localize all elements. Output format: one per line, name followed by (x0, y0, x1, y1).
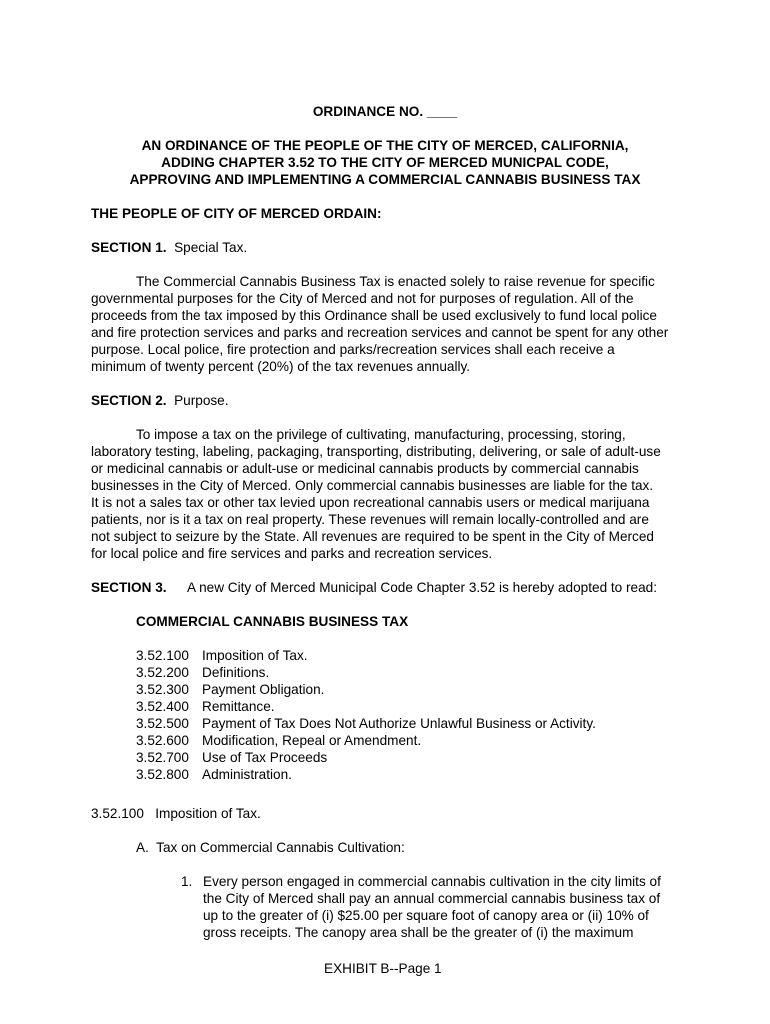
toc-entry (136, 664, 596, 681)
toc-title: Payment of Tax Does Not Authorize Unlawful Business or Activity. (202, 716, 596, 731)
toc-number: 3.52.100 (136, 648, 189, 663)
ordinance-number: ORDINANCE NO. ____ (312, 104, 458, 119)
section-3-text: A new City of Merced Municipal Code Chapter 3.52 is hereby adopted to read: (187, 580, 658, 595)
toc-entry (136, 715, 596, 732)
section-2-paragraph (91, 426, 691, 562)
toc-entry (136, 766, 596, 783)
section-2-line: It is not a sales tax or other tax levied upon recreational cannabis users or medical marijuana (91, 495, 650, 510)
section-1-paragraph (91, 273, 691, 375)
toc-entry (136, 681, 596, 698)
item-a: A. Tax on Commercial Cannabis Cultivation: (136, 840, 405, 855)
toc-entry (136, 749, 596, 766)
item-1-line: up to the greater of (i) $25.00 per square foot of canopy area or (ii) 10% of (203, 908, 649, 923)
section-2-heading (91, 392, 229, 409)
toc-title: Payment Obligation. (202, 682, 325, 697)
section-2-title: Purpose. (174, 393, 229, 408)
section-2-line: laboratory testing, labeling, packaging, transporting, distributing, delivering, or sale of adult-use (91, 444, 661, 459)
section-1-line: The Commercial Cannabis Business Tax is enacted solely to raise revenue for specific (136, 274, 655, 289)
title-line-2: ADDING CHAPTER 3.52 TO THE CITY OF MERCED MUNICPAL CODE, (161, 155, 609, 170)
section-2-line: businesses in the City of Merced. Only commercial cannabis businesses are liable for the tax. (91, 478, 654, 493)
toc-title: Remittance. (202, 699, 275, 714)
toc-number: 3.52.200 (136, 665, 189, 680)
section-1-label: SECTION 1. (91, 240, 167, 255)
toc-number: 3.52.400 (136, 699, 189, 714)
toc-title: Imposition of Tax. (202, 648, 308, 663)
section-1-line: purpose. Local police, fire protection and parks/recreation services shall each receive a (91, 342, 615, 357)
item-1-number: 1. (181, 874, 193, 889)
toc-title: Administration. (202, 767, 292, 782)
toc-entry (136, 647, 596, 664)
toc-title: Use of Tax Proceeds (202, 750, 328, 765)
toc-title: Definitions. (202, 665, 270, 680)
section-2-line: To impose a tax on the privilege of cultivating, manufacturing, processing, storing, (136, 427, 626, 442)
section-2-line: patients, nor is it a tax on real property. These revenues will remain locally-controlled and are (91, 512, 649, 527)
section-1-line: governmental purposes for the City of Merced and not for purposes of regulation. All of the (91, 291, 634, 306)
section-2-label: SECTION 2. (91, 393, 167, 408)
section-3-label: SECTION 3. (91, 580, 167, 595)
toc-number: 3.52.800 (136, 767, 189, 782)
title-line-1: AN ORDINANCE OF THE PEOPLE OF THE CITY OF MERCED, CALIFORNIA, (141, 138, 629, 153)
item-1-line: the City of Merced shall pay an annual commercial cannabis business tax of (203, 891, 661, 906)
toc-number: 3.52.500 (136, 716, 189, 731)
section-2-line: for local police and fire services and parks and recreation services. (91, 546, 493, 561)
section-2-line: or medicinal cannabis or adult-use or medicinal cannabis products by commercial cannabis (91, 461, 639, 476)
ordain-heading: THE PEOPLE OF CITY OF MERCED ORDAIN: (91, 206, 382, 221)
chapter-title: COMMERCIAL CANNABIS BUSINESS TAX (136, 614, 409, 629)
toc-title: Modification, Repeal or Amendment. (202, 733, 422, 748)
chapter-table-of-contents (136, 647, 596, 783)
item-1-text (203, 873, 661, 941)
subsection-heading: 3.52.100 Imposition of Tax. (91, 806, 261, 821)
title-line-3: APPROVING AND IMPLEMENTING A COMMERCIAL CANNABIS BUSINESS TAX (129, 172, 641, 187)
section-1-title: Special Tax. (174, 240, 248, 255)
section-1-line: minimum of twenty percent (20%) of the tax revenues annually. (91, 359, 471, 374)
item-1-line: Every person engaged in commercial cannabis cultivation in the city limits of (203, 874, 661, 889)
toc-number: 3.52.600 (136, 733, 189, 748)
toc-number: 3.52.700 (136, 750, 189, 765)
section-1-line: and fire protection services and parks and recreation services and cannot be spent for any other (91, 325, 669, 340)
toc-entry (136, 698, 596, 715)
section-1-heading (91, 239, 247, 256)
section-1-line: proceeds from the tax imposed by this Ordinance shall be used exclusively to fund local police (91, 308, 657, 323)
page-footer: EXHIBIT B--Page 1 (324, 961, 442, 976)
item-1-line: gross receipts. The canopy area shall be the greater of (i) the maximum (203, 925, 634, 940)
toc-entry (136, 732, 596, 749)
toc-number: 3.52.300 (136, 682, 189, 697)
section-2-line: not subject to seizure by the State. All revenues are required to be spent in the City of Merced (91, 529, 654, 544)
